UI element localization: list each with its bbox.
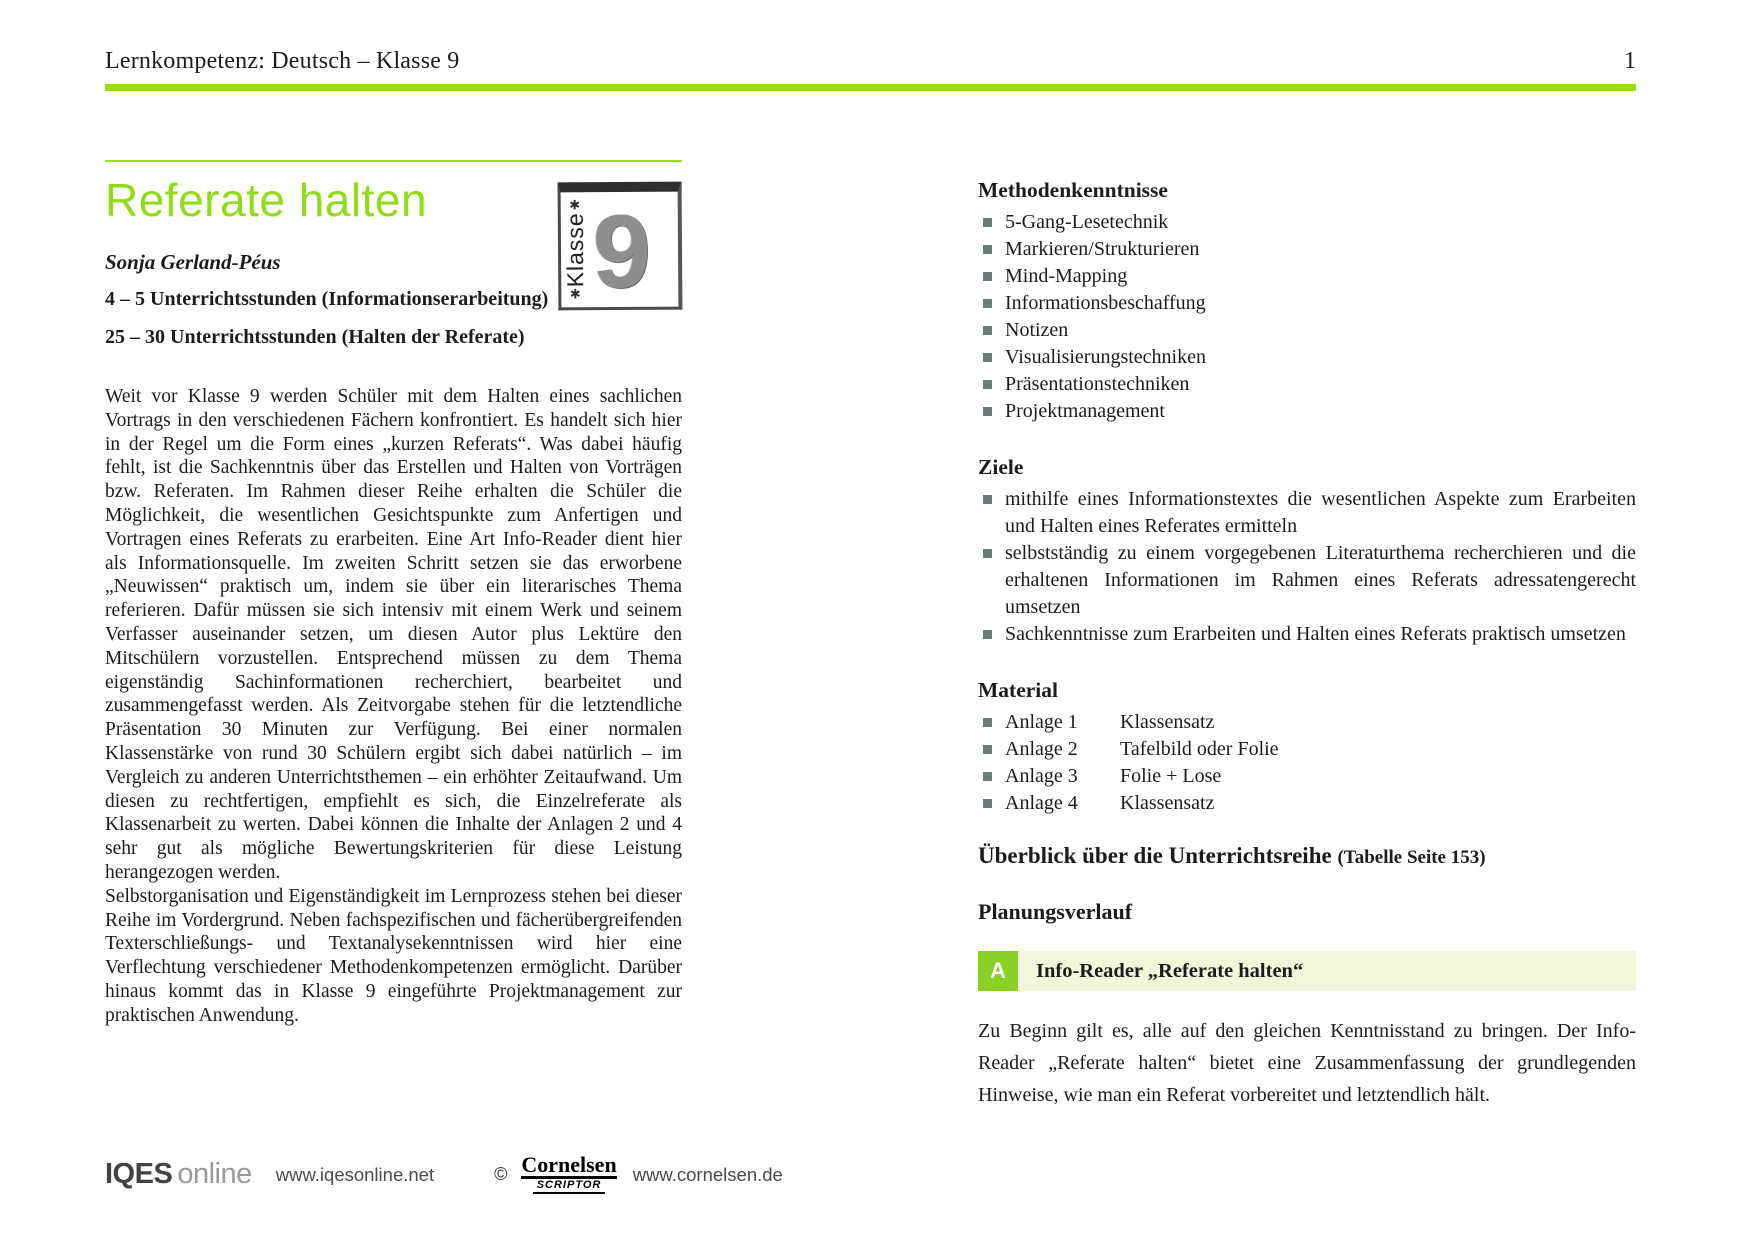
cornelsen-logo-sub: SCRIPTOR [533, 1179, 606, 1194]
duration-line-2: 25 – 30 Unterrichtsstunden (Halten der Referate) [105, 326, 525, 348]
header-rule [105, 84, 1636, 91]
goals-heading: Ziele [978, 455, 1024, 479]
bullet-square-icon [983, 299, 992, 308]
planning-heading: Planungsverlauf [978, 899, 1133, 924]
list-item-label: Visualisierungstechniken [1005, 346, 1206, 368]
bullet-square-icon [983, 495, 992, 504]
list-item [978, 236, 1636, 263]
list-item [978, 540, 1636, 621]
list-item-label: 5-Gang-Lesetechnik [1005, 211, 1169, 233]
bullet-square-icon [983, 245, 992, 254]
iqes-online-logo [105, 1158, 252, 1191]
list-item-label: Mind-Mapping [1005, 265, 1128, 287]
list-item [978, 621, 1636, 648]
article-title: Referate halten [105, 174, 428, 226]
badge-label-wrap [561, 197, 589, 302]
list-item [978, 209, 1636, 236]
material-row [978, 736, 1636, 763]
overview-title: Überblick über die Unterrichtsreihe [978, 843, 1332, 868]
body-paragraph: Weit vor Klasse 9 werden Schüler mit dem Halten eines sachlichen Vortrags in den verschiedenen Fächern konfrontiert. Es handelt sich hier in der Regel um die Form eines „kurzen Referats“. Was dabei häufig fehlt, ist die Sachkenntnis über das Erstellen und Halten von Vorträgen bzw. Referaten. Im Rahmen dieser Reihe erhalten die Schüler die Möglichkeit, die wesentlichen Gesichtspunkte zum Anfertigen und Vortragen eines Referats zu erarbeiten. Eine Art Info-Reader dient hier als Informationsquelle. Im zweiten Schritt setzen sie das erworbene „Neuwissen“ praktisch um, indem sie über ein literarisches Thema referieren. Dafür müssen sie sich intensiv mit einem Werk und seinem Verfasser auseinander setzen, um diesen Autor plus Lektüre den Mitschülern vorzustellen. Entsprechend müssen zu dem Thema eigenständig Sachinformationen recherchiert, bearbeitet und zusammengefasst werden. Als Zeitvorgabe stehen für die letztendliche Präsentation 30 Minuten zur Verfügung. Bei einer normalen Klassenstärke von rund 30 Schülern ergibt sich dabei natürlich – im Vergleich zu anderen Unterrichtsthemen – ein erhöhter Zeitaufwand. Um diesen zu rechtfertigen, empfiehlt es sich, die Einzelreferate als Klassenarbeit zu werten. Dabei können die Inhalte der Anlagen 2 und 4 sehr gut als mögliche Bewertungskriterien für diese Leistung herangezogen werden. [105, 386, 682, 883]
bullet-square-icon [983, 745, 992, 754]
list-item-label: Sachkenntnisse zum Erarbeiten und Halten eines Referats praktisch umsetzen [1005, 623, 1626, 645]
author-name: Sonja Gerland-Péus [105, 250, 281, 274]
overview-heading [978, 843, 1636, 869]
header-running-title: Lernkompetenz: Deutsch – Klasse 9 [105, 48, 460, 74]
iqes-logo-light: online [177, 1158, 252, 1190]
bullet-square-icon [983, 718, 992, 727]
section-a-letter-badge: A [978, 951, 1018, 991]
material-heading: Material [978, 678, 1058, 702]
material-label: Anlage 3 [1005, 765, 1078, 787]
cornelsen-logo-name: Cornelsen [521, 1152, 617, 1177]
list-item [978, 290, 1636, 317]
body-paragraph: Selbstorganisation und Eigenständigkeit im Lernprozess stehen bei dieser Reihe im Vordergrund. Neben fachspezifischen und fächerübergreifenden Texterschließungs- und Textanalysekenntnissen wird hier eine Verflechtung verschiedener Methodenkompetenzen ermöglicht. Darüber hinaus kommt das in Klasse 9 eingeführte Projektmanagement zur praktischen Anwendung. [105, 885, 682, 1026]
section-a-intro: Zu Beginn gilt es, alle auf den gleichen Kenntnisstand zu bringen. Der Info-Reader „Referate halten“ bietet eine Zusammenfassung der grundlegenden Hinweise, wie man ein Referat vorbereitet und letztendlich hält. [978, 1020, 1636, 1106]
material-row [978, 709, 1636, 736]
list-item [978, 263, 1636, 290]
methods-heading: Methodenkenntnisse [978, 178, 1168, 202]
list-item-label: Markieren/Strukturieren [1005, 238, 1200, 260]
goals-list [978, 486, 1636, 648]
list-item-label: Informationsbeschaffung [1005, 292, 1206, 314]
overview-suffix: (Tabelle Seite 153) [1337, 847, 1486, 868]
badge-number: 9 [592, 193, 652, 310]
bullet-square-icon [983, 549, 992, 558]
material-label: Anlage 2 [1005, 738, 1078, 760]
material-value: Tafelbild oder Folie [1120, 738, 1279, 760]
bullet-square-icon [983, 630, 992, 639]
right-column [978, 178, 1636, 1111]
material-label: Anlage 4 [1005, 792, 1078, 814]
list-item-label: Präsentationstechniken [1005, 373, 1190, 395]
page-number: 1 [1624, 48, 1636, 74]
copyright-symbol: © [494, 1164, 508, 1184]
klasse-9-badge [558, 182, 683, 311]
bullet-square-icon [983, 218, 992, 227]
bullet-square-icon [983, 326, 992, 335]
bullet-square-icon [983, 272, 992, 281]
list-item-label: Projektmanagement [1005, 400, 1165, 422]
list-item-label: mithilfe eines Informationstextes die wesentlichen Aspekte zum Erarbeiten und Halten eines Referates ermitteln [1005, 488, 1636, 537]
material-row [978, 790, 1636, 817]
badge-asterisk-icon: ✱ [569, 197, 581, 213]
cornelsen-url-link[interactable]: www.cornelsen.de [632, 1163, 783, 1185]
cornelsen-scriptor-logo [521, 1152, 617, 1194]
material-value: Klassensatz [1120, 792, 1215, 814]
bullet-square-icon [983, 772, 992, 781]
bullet-square-icon [983, 380, 992, 389]
left-column [105, 160, 682, 1028]
list-item [978, 398, 1636, 425]
badge-label: Klasse [561, 212, 589, 288]
list-item [978, 317, 1636, 344]
section-a-header [978, 951, 1636, 991]
iqes-url-link[interactable]: www.iqesonline.net [275, 1163, 435, 1185]
list-item-label: selbstständig zu einem vorgegebenen Literaturthema recherchieren und die erhaltenen Informationen im Rahmen eines Referats adressatengerecht umsetzen [1005, 542, 1636, 618]
bullet-square-icon [983, 353, 992, 362]
page-footer [105, 1152, 783, 1194]
list-item [978, 344, 1636, 371]
bullet-square-icon [983, 799, 992, 808]
material-row [978, 763, 1636, 790]
material-label: Anlage 1 [1005, 711, 1078, 733]
material-value: Klassensatz [1120, 711, 1215, 733]
section-a-title: Info-Reader „Referate halten“ [1036, 959, 1304, 982]
bullet-square-icon [983, 407, 992, 416]
badge-asterisk-icon: ✱ [569, 286, 581, 302]
list-item [978, 371, 1636, 398]
duration-line-1: 4 – 5 Unterrichtsstunden (Informationserarbeitung) [105, 288, 549, 310]
material-value: Folie + Lose [1120, 765, 1222, 787]
list-item-label: Notizen [1005, 319, 1069, 341]
iqes-logo-strong: IQES [105, 1158, 173, 1190]
list-item [978, 486, 1636, 540]
methods-list [978, 209, 1636, 425]
title-rule [105, 160, 682, 162]
material-list [978, 709, 1636, 817]
